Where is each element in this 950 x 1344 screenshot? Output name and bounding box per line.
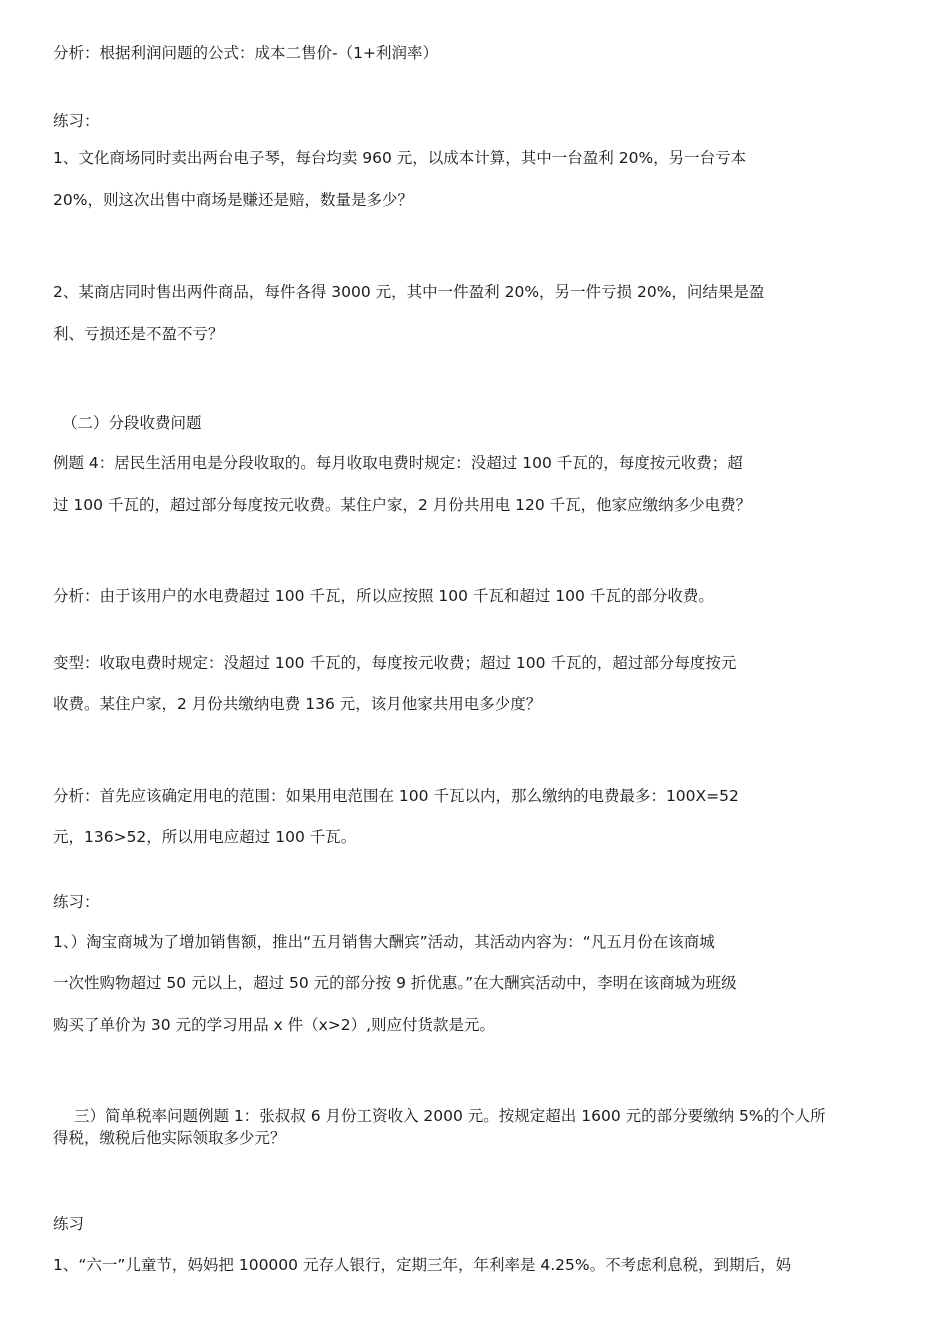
exercise-heading-2: 练习： bbox=[53, 893, 100, 911]
exercise-heading-3: 练习 bbox=[53, 1215, 85, 1233]
exercise-heading-1: 练习： bbox=[53, 112, 100, 130]
exercise-1-line-1: 1、文化商场同时卖出两台电子琴，每台均卖 960 元，以成本计算，其中一台盈利 20%，另一台亏本 bbox=[53, 149, 747, 167]
analysis-example-4: 分析：由于该用户的水电费超过 100 千瓦，所以应按照 100 千瓦和超过 100 千瓦的部分收费。 bbox=[53, 587, 714, 605]
exercise-2-line-1: 2、某商店同时售出两件商品，每件各得 3000 元，其中一件盈利 20%，另一件亏损 20%，问结果是盈 bbox=[53, 283, 765, 301]
exercise-4-line-1: 1、“六一”儿童节，妈妈把 100000 元存人银行，定期三年，年利率是 4.25%。不考虑利息税，到期后，妈 bbox=[53, 1256, 792, 1274]
tax-example-line-2: 得税，缴税后他实际领取多少元？ bbox=[53, 1129, 286, 1147]
exercise-2-line-2: 利、亏损还是不盈不亏？ bbox=[53, 325, 224, 343]
variant-line-2: 收费。某住户家，2 月份共缴纳电费 136 元，该月他家共用电多少度？ bbox=[53, 695, 542, 713]
exercise-3-line-2: 一次性购物超过 50 元以上，超过 50 元的部分按 9 折优惠。”在大酬宾活动中，李明在该商城为班级 bbox=[53, 974, 737, 992]
variant-line-1: 变型：收取电费时规定：没超过 100 千瓦的，每度按元收费；超过 100 千瓦的，超过部分每度按元 bbox=[53, 654, 737, 672]
section-heading-tax-example: 三）简单税率问题例题 1：张叔叔 6 月份工资收入 2000 元。按规定超出 1600 元的部分要缴纳 5%的个人所 bbox=[74, 1107, 826, 1125]
analysis-profit-formula: 分析：根据利润问题的公式：成本二售价-（1+利润率） bbox=[53, 44, 438, 62]
example-4-line-1: 例题 4：居民生活用电是分段收取的。每月收取电费时规定：没超过 100 千瓦的，每度按元收费；超 bbox=[53, 454, 743, 472]
exercise-3-line-1: 1、）淘宝商城为了增加销售额，推出“五月销售大酬宾”活动，其活动内容为：“凡五月份在该商城 bbox=[53, 933, 715, 951]
example-4-line-2: 过 100 千瓦的，超过部分每度按元收费。某住户家，2 月份共用电 120 千瓦，他家应缴纳多少电费？ bbox=[53, 496, 752, 514]
analysis-variant-line-1: 分析：首先应该确定用电的范围：如果用电范围在 100 千瓦以内，那么缴纳的电费最多：100X=52 bbox=[53, 787, 739, 805]
section-heading-tiered: （二）分段收费问题 bbox=[62, 414, 202, 432]
exercise-1-line-2: 20%，则这次出售中商场是赚还是赔，数量是多少？ bbox=[53, 191, 413, 209]
exercise-3-line-3: 购买了单价为 30 元的学习用品 x 件（x>2）,则应付货款是元。 bbox=[53, 1016, 496, 1034]
analysis-variant-line-2: 元，136>52，所以用电应超过 100 千瓦。 bbox=[53, 828, 357, 846]
